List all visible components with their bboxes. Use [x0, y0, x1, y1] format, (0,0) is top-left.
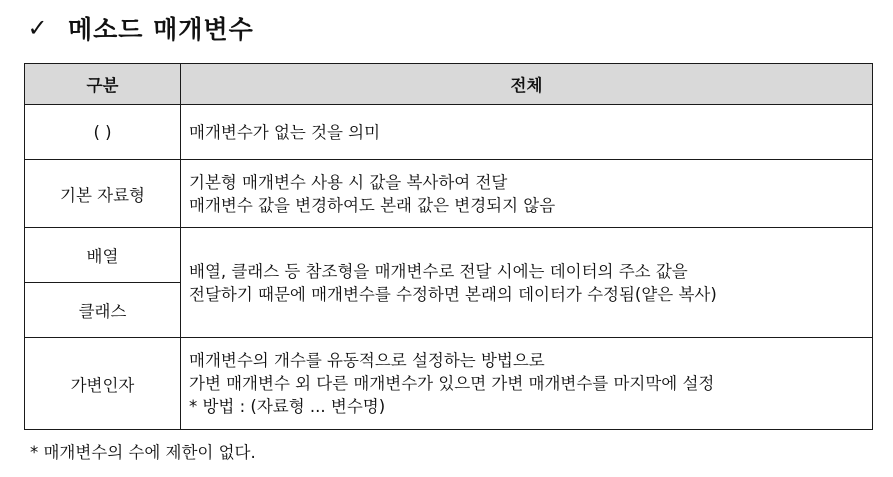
table-header-row [25, 64, 873, 105]
page-title [26, 8, 254, 48]
header-category: 구분 [25, 64, 181, 105]
description-cell-primitive [181, 160, 873, 228]
description-line: 배열, 클래스 등 참조형을 매개변수로 전달 시에는 데이터의 주소 값을 [189, 261, 688, 281]
page-title-text: 메소드 매개변수 [68, 15, 254, 44]
header-description: 전체 [181, 64, 873, 105]
category-cell-array: 배열 [25, 228, 181, 283]
category-cell-varargs: 가변인자 [25, 338, 181, 430]
checkmark-icon: ✓ [27, 14, 49, 42]
description-line: 가변 매개변수 외 다른 매개변수가 있으면 가변 매개변수를 마지막에 설정 [189, 374, 715, 393]
parameter-table [24, 63, 873, 430]
description-cell-parens [181, 105, 873, 160]
table-row [25, 228, 873, 283]
description-line: 전달하기 때문에 매개변수를 수정하면 본래의 데이터가 수정됨(얕은 복사) [189, 284, 717, 304]
category-cell-parens: ( ) [25, 105, 181, 160]
table-row [25, 160, 873, 228]
table-row [25, 338, 873, 430]
description-cell-reference [181, 228, 873, 338]
category-cell-primitive: 기본 자료형 [25, 160, 181, 228]
description-line: * 방법 : (자료형 ... 변수명) [189, 397, 386, 416]
description-cell-varargs [181, 338, 873, 430]
category-cell-class: 클래스 [25, 283, 181, 338]
description-line: 기본형 매개변수 사용 시 값을 복사하여 전달 [189, 172, 508, 192]
footnote: * 매개변수의 수에 제한이 없다. [30, 443, 256, 462]
table-row [25, 105, 873, 160]
description-line: 매개변수 값을 변경하여도 본래 값은 변경되지 않음 [189, 195, 556, 215]
description-line: 매개변수의 개수를 유동적으로 설정하는 방법으로 [189, 351, 545, 370]
description-line: 매개변수가 없는 것을 의미 [189, 122, 381, 142]
